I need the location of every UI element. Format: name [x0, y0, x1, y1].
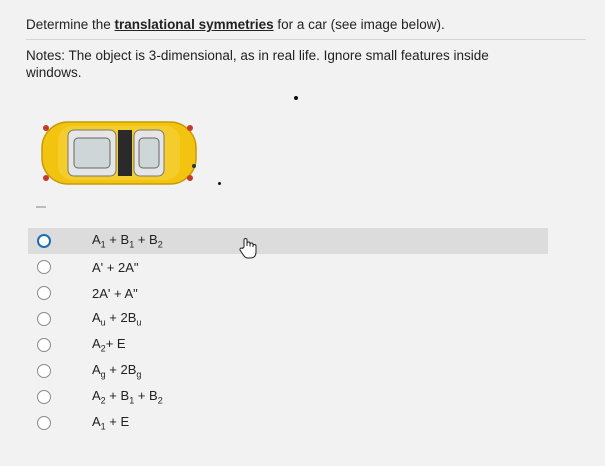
notes-text: Notes: The object is 3-dimensional, as in real life. Ignore small features inside windows.	[26, 48, 489, 80]
radio-button[interactable]	[37, 260, 51, 274]
radio-button[interactable]	[37, 338, 51, 352]
option-label: $A_1 + E$	[92, 414, 130, 432]
stray-dot	[218, 182, 221, 185]
question-suffix: for a car (see image below).	[273, 17, 445, 32]
option-label: $A_2 + B_1 + B_2$	[92, 388, 163, 406]
small-mark	[36, 206, 46, 208]
answer-option[interactable]	[28, 332, 548, 358]
stray-dot	[294, 96, 298, 100]
answer-option[interactable]	[28, 410, 548, 436]
option-label: $A_2+ E$	[92, 336, 126, 354]
answer-option[interactable]	[28, 228, 548, 254]
radio-button[interactable]	[37, 286, 51, 300]
answer-option[interactable]	[28, 280, 548, 306]
option-label: A' + 2A"	[92, 259, 139, 275]
answer-option[interactable]	[28, 384, 548, 410]
radio-button[interactable]	[37, 364, 51, 378]
divider	[26, 39, 586, 40]
radio-button[interactable]	[37, 312, 51, 326]
question-text	[26, 16, 586, 33]
radio-button[interactable]	[37, 416, 51, 430]
answer-option[interactable]	[28, 358, 548, 384]
radio-button[interactable]	[37, 390, 51, 404]
option-label: $A_g + 2B_g$	[92, 362, 142, 380]
question-emphasis: translational symmetries	[114, 17, 274, 32]
option-label: 2A' + A"	[92, 285, 138, 301]
answer-option[interactable]	[28, 306, 548, 332]
option-label: $A_1 + B_1 + B_2$	[92, 232, 163, 250]
car-image	[40, 116, 198, 190]
radio-button[interactable]	[37, 234, 51, 248]
answer-option[interactable]	[28, 254, 548, 280]
hand-cursor-icon	[238, 237, 258, 259]
answer-options	[28, 228, 548, 436]
question-prefix: Determine the	[26, 17, 115, 32]
option-label: $A_u + 2B_u$	[92, 310, 142, 328]
